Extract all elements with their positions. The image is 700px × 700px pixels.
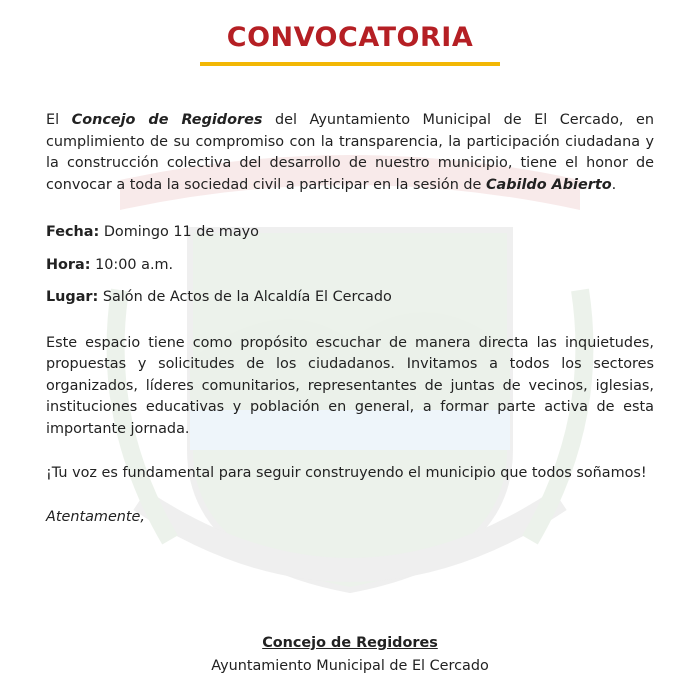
intro-text-start: El <box>46 112 72 128</box>
announcement-body <box>46 110 654 528</box>
date-value: Domingo 11 de mayo <box>99 224 259 240</box>
farewell-text: Atentamente, <box>46 508 145 525</box>
title-underline <box>200 62 500 66</box>
signature-name: Concejo de Regidores <box>262 635 438 651</box>
intro-text-middle: del Ayuntamiento Municipal de El Cercado, en cumplimiento de su compromiso con la transparencia, la participación ciudadana y la construcción colectiva del desarrollo de nuestro municipio, tiene el honor de convocar a toda la sociedad civil a participar en la sesión de <box>46 112 654 193</box>
intro-paragraph <box>46 110 654 196</box>
intro-text-end: . <box>611 176 617 193</box>
signature-organization: Ayuntamiento Municipal de El Cercado <box>211 658 489 674</box>
time-label: Hora: <box>46 256 91 273</box>
place-label: Lugar: <box>46 289 99 305</box>
page-title: CONVOCATORIA <box>226 22 474 53</box>
place-line <box>46 287 654 309</box>
session-name-emphasis: Cabildo Abierto <box>485 176 612 193</box>
date-label: Fecha: <box>46 224 100 240</box>
closing-paragraph: ¡Tu voz es fundamental para seguir construyendo el municipio que todos soñamos! <box>46 465 647 481</box>
place-value: Salón de Actos de la Alcaldía El Cercado <box>98 289 392 305</box>
time-line <box>46 255 654 277</box>
date-line <box>46 222 654 244</box>
purpose-paragraph: Este espacio tiene como propósito escuchar de manera directa las inquietudes, propuestas y solicitudes de los ciudadanos. Invitamos a todos los sectores organizados, líderes comunitarios, representantes de juntas de vecinos, iglesias, instituciones educativas y población en general, a formar parte activa de esta importante jornada. <box>46 334 654 437</box>
time-value: 10:00 a.m. <box>90 256 174 273</box>
council-name-emphasis: Concejo de Regidores <box>71 112 263 128</box>
